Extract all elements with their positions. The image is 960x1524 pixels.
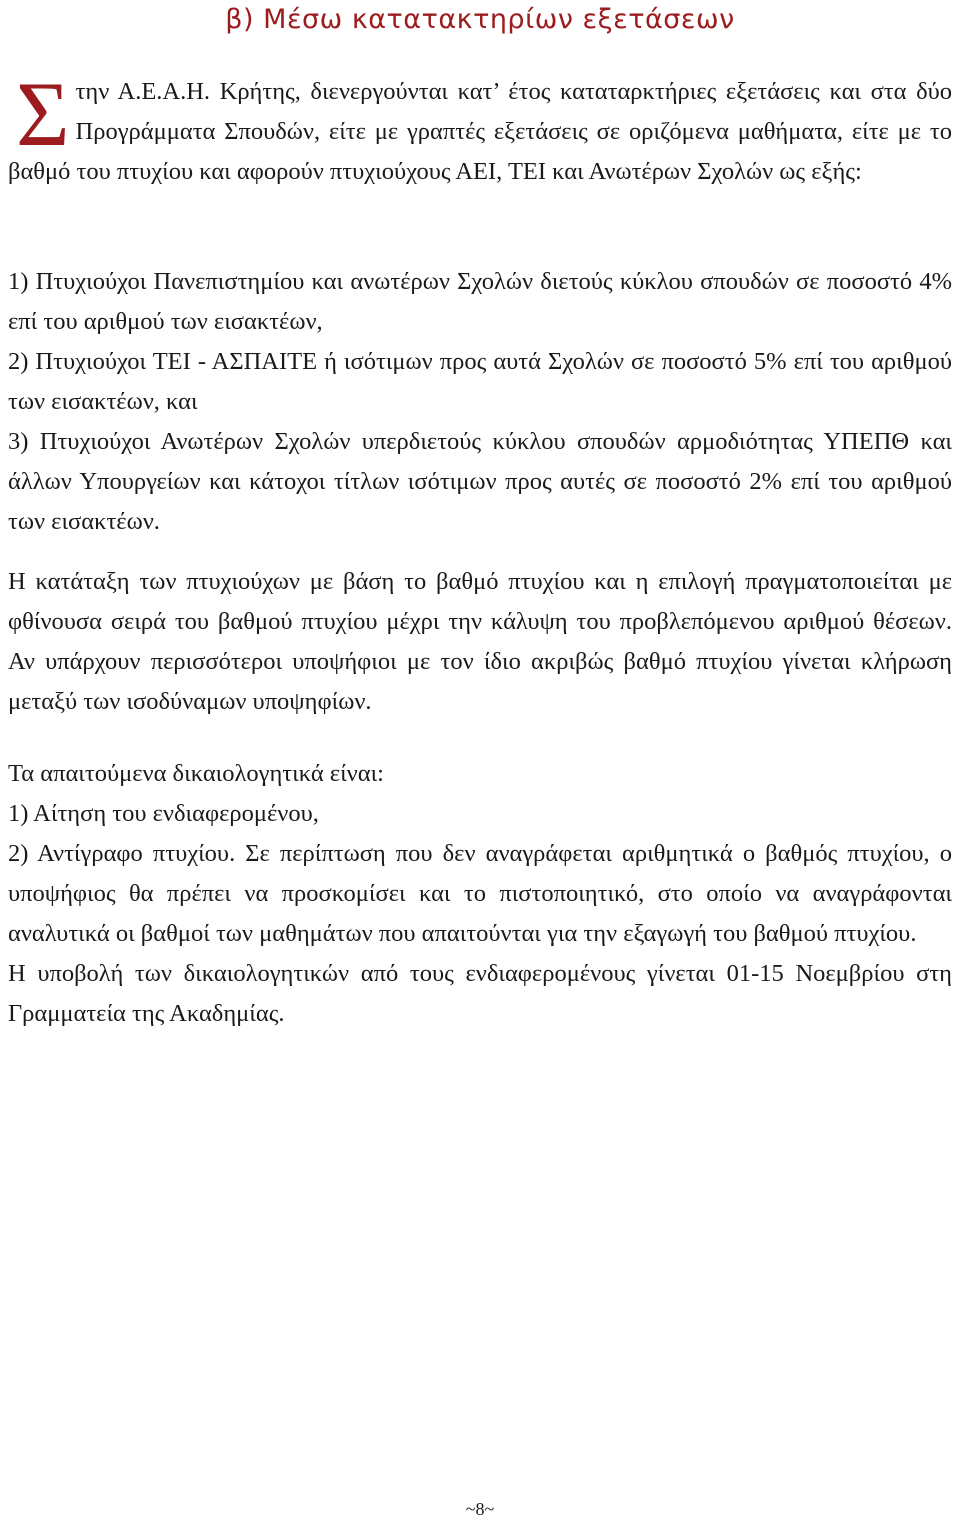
category-item-1: 1) Πτυχιούχοι Πανεπιστημίου και ανωτέρων Σχολών διετούς κύκλου σπουδών σε ποσοστό 4% επί του αριθμού των εισακτέων, — [8, 268, 952, 335]
submission-text: Η υποβολή των δικαιολογητικών από τους ενδιαφερομένους γίνεται 01-15 Νοεμβρίου στη Γραμματεία της Ακαδημίας. — [8, 960, 952, 1027]
document-item-2: 2) Αντίγραφο πτυχίου. Σε περίπτωση που δεν αναγράφεται αριθμητικά ο βαθμός πτυχίου, ο υποψήφιος θα πρέπει να προσκομίσει και το πιστοποιητικό, στο οποίο να αναγράφονται αναλυτικά οι βαθμοί των μαθημάτων που απαιτούνται για την εξαγωγή του βαθμού πτυχίου. — [8, 840, 952, 947]
intro-text: την Α.Ε.Α.Η. Κρήτης, διενεργούνται κατ’ έτος καταταρκτήριες εξετάσεις και στα δύο Προγράμματα Σπουδών, είτε με γραπτές εξετάσεις σε οριζόμενα μαθήματα, είτε με το βαθμό του πτυχίου και αφορούν πτυχιούχους ΑΕΙ, ΤΕΙ και Ανωτέρων Σχολών ως εξής: — [8, 78, 952, 185]
categories-list — [8, 262, 952, 542]
intro-paragraph — [8, 63, 952, 192]
page-number: ~8~ — [465, 1499, 495, 1519]
category-item-3: 3) Πτυχιούχοι Ανωτέρων Σχολών υπερδιετούς κύκλου σπουδών αρμοδιότητας ΥΠΕΠΘ και άλλων Υπουργείων και κάτοχοι τίτλων ισότιμων προς αυτές σε ποσοστό 2% επί του αριθμού των εισακτέων. — [8, 428, 952, 535]
drop-cap: Σ — [16, 63, 70, 165]
ranking-text: Η κατάταξη των πτυχιούχων με βάση το βαθμό πτυχίου και η επιλογή πραγματοποιείται με φθίνουσα σειρά του βαθμού πτυχίου μέχρι την κάλυψη του προβλεπόμενου αριθμού θέσεων. Αν υπάρχουν περισσότεροι υποψήφιοι με τον ίδιο ακριβώς βαθμό πτυχίου γίνεται κλήρωση μεταξύ των ισοδύναμων υποψηφίων. — [8, 568, 952, 715]
category-item-2: 2) Πτυχιούχοι ΤΕΙ - ΑΣΠΑΙΤΕ ή ισότιμων προς αυτά Σχολών σε ποσοστό 5% επί του αριθμού των εισακτέων, και — [8, 348, 952, 415]
document-item-1: 1) Αίτηση του ενδιαφερομένου, — [8, 800, 319, 827]
documents-section — [8, 754, 952, 1034]
ranking-paragraph — [8, 562, 952, 722]
documents-title: Τα απαιτούμενα δικαιολογητικά είναι: — [8, 760, 384, 787]
section-heading: β) Μέσω κατατακτηρίων εξετάσεων — [225, 4, 735, 35]
